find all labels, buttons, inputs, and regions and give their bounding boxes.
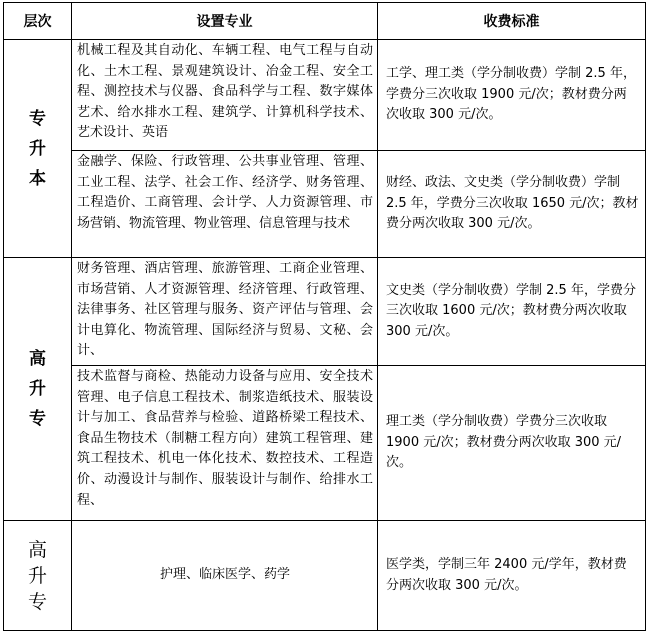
major-cell: 金融学、保险、行政管理、公共事业管理、管理、工业工程、法学、社会工作、经济学、财务管理、工程造价、工商管理、会计学、人力资源管理、市场营销、物流管理、物业管理、信息管理与技术 — [72, 151, 378, 258]
level-cell-gaoshengzhuan-medical: 高 升 专 — [4, 521, 72, 631]
level-cell-gaoshengzhuan: 高 升 专 — [4, 258, 72, 521]
major-cell: 技术监督与商检、热能动力设备与应用、安全技术管理、电子信息工程技术、制浆造纸技术、服装设计与加工、食品营养与检验、道路桥梁工程技术、食品生物技术（制糖工程方向）建筑工程管理、建筑工程技术、机电一体化技术、数控技术、工程造价、动漫设计与制作、服装设计与制作、给排水工程、 — [72, 366, 378, 521]
table-row — [4, 151, 646, 258]
table-row — [4, 258, 646, 366]
fee-cell: 文史类（学分制收费）学制 2.5 年，学费分三次收取 1600 元/次；教材费分两次收取 300 元/次。 — [378, 258, 646, 366]
fee-cell: 财经、政法、文史类（学分制收费）学制 2.5 年，学费分三次收取 1650 元/次；教材费分两次收取 300 元/次。 — [378, 151, 646, 258]
header-fee: 收费标准 — [378, 3, 646, 40]
fee-table — [3, 2, 646, 631]
header-level: 层次 — [4, 3, 72, 40]
table-row — [4, 40, 646, 151]
table-row — [4, 366, 646, 521]
header-row — [4, 3, 646, 40]
level-cell-zhuanshengben: 专 升 本 — [4, 40, 72, 258]
fee-cell: 医学类，学制三年 2400 元/学年，教材费分两次收取 300 元/次。 — [378, 521, 646, 631]
header-major: 设置专业 — [72, 3, 378, 40]
fee-cell: 工学、理工类（学分制收费）学制 2.5 年，学费分三次收取 1900 元/次；教材费分两次收取 300 元/次。 — [378, 40, 646, 151]
fee-cell: 理工类（学分制收费）学费分三次收取 1900 元/次；教材费分两次收取 300 元/次。 — [378, 366, 646, 521]
major-cell: 机械工程及其自动化、车辆工程、电气工程与自动化、土木工程、景观建筑设计、冶金工程、安全工程、测控技术与仪器、食品科学与工程、数字媒体艺术、给水排水工程、建筑学、计算机科学技术、艺术设计、英语 — [72, 40, 378, 151]
major-cell: 护理、临床医学、药学 — [72, 521, 378, 631]
table-row — [4, 521, 646, 631]
major-cell: 财务管理、酒店管理、旅游管理、工商企业管理、市场营销、人才资源管理、经济管理、行政管理、法律事务、社区管理与服务、资产评估与管理、会计电算化、物流管理、国际经济与贸易、文秘、会计、 — [72, 258, 378, 366]
